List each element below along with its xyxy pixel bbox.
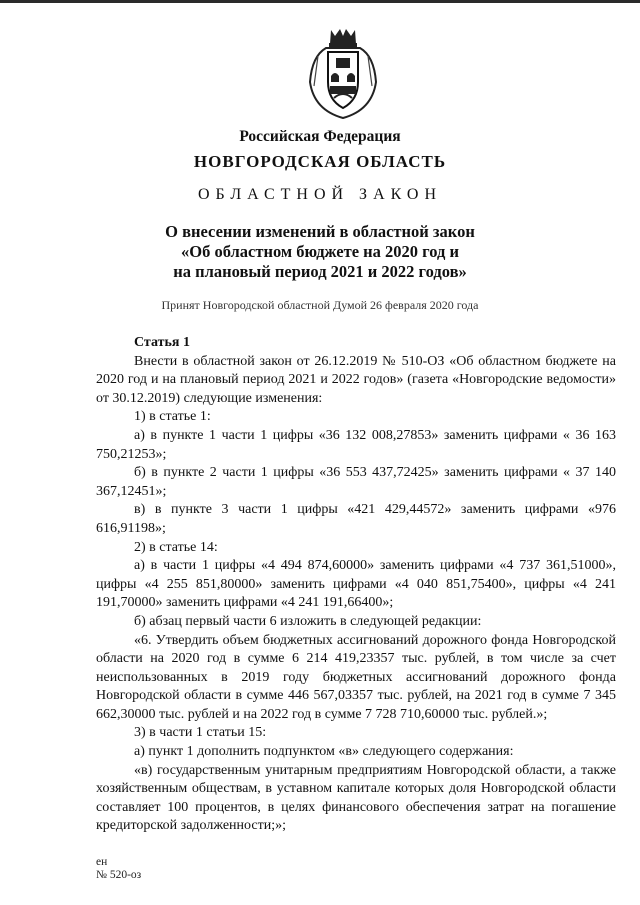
paragraph: «в) государственным унитарным предприятиям Новгородской области, а также хозяйственным обществам, в уставном капитале которых доля Новгородской области составляет 100 процентов, в целях финансового обеспечения затрат на погашение кредиторской задолженности;»; xyxy=(96,762,616,834)
law-title-line: на плановый период 2021 и 2022 годов» xyxy=(173,262,467,281)
document-number: № 520-оз xyxy=(96,869,142,881)
paragraph: 1) в статье 1: xyxy=(134,409,211,425)
region-name: НОВГОРОДСКАЯ ОБЛАСТЬ xyxy=(193,152,447,171)
paragraph: «6. Утвердить объем бюджетных ассигнований дорожного фонда Новгородской области на 2020 год в сумме 6 214 419,23357 тыс. рублей, в том числе за счет неиспользованных в 2019 году бюджетных ассигнований дорожного фонда Новгородской области в сумме 446 567,03357 тыс. рублей, на 2021 год в сумме 7 345 662,30000 тыс. рублей и на 2022 год в сумме 7 728 710,60000 тыс. рублей.»; xyxy=(96,632,616,722)
article-heading: Статья 1 xyxy=(134,335,190,350)
law-type: ОБЛАСТНОЙ ЗАКОН xyxy=(197,186,442,203)
law-title-line: О внесении изменений в областной закон xyxy=(165,222,475,241)
coat-of-arms-icon xyxy=(304,26,382,120)
paragraph: б) в пункте 2 части 1 цифры «36 553 437,72425» заменить цифрами « 37 140 367,12451»; xyxy=(96,465,616,499)
country-name: Российская Федерация xyxy=(239,128,401,145)
paragraph: а) в пункте 1 части 1 цифры «36 132 008,27853» заменить цифрами « 36 163 750,21253»; xyxy=(96,427,616,462)
paragraph: 2) в статье 14: xyxy=(134,539,218,555)
law-title-line: «Об областном бюджете на 2020 год и xyxy=(180,242,460,261)
paragraph: в) в пункте 3 части 1 цифры «421 429,44572» заменить цифрами «976 616,91198»; xyxy=(96,502,616,536)
adoption-note: Принят Новгородской областной Думой 26 февраля 2020 года xyxy=(161,298,479,312)
paragraph: 3) в части 1 статьи 15: xyxy=(134,725,267,741)
law-title xyxy=(0,222,640,282)
paragraph: Внести в областной закон от 26.12.2019 № 510-ОЗ «Об областном бюджете на 2020 год и на плановый период 2021 и 2022 годов» (газета «Новгородские ведомости» от 30.12.2019) следующие изменения: xyxy=(96,353,616,406)
executor-initials: ен xyxy=(96,856,108,868)
article-body xyxy=(96,334,616,836)
paragraph: а) в части 1 цифры «4 494 874,60000» заменить цифрами «4 737 361,51000», цифры «4 255 851,80000» заменить цифрами «4 040 851,75400», цифры «4 241 191,70000» заменить цифрами «4 241 191,66400»; xyxy=(96,558,616,611)
paragraph: б) абзац первый части 6 изложить в следующей редакции: xyxy=(134,613,482,629)
document-footer xyxy=(96,856,141,882)
scan-top-edge xyxy=(0,0,640,3)
paragraph: а) пункт 1 дополнить подпунктом «в» следующего содержания: xyxy=(134,744,514,760)
